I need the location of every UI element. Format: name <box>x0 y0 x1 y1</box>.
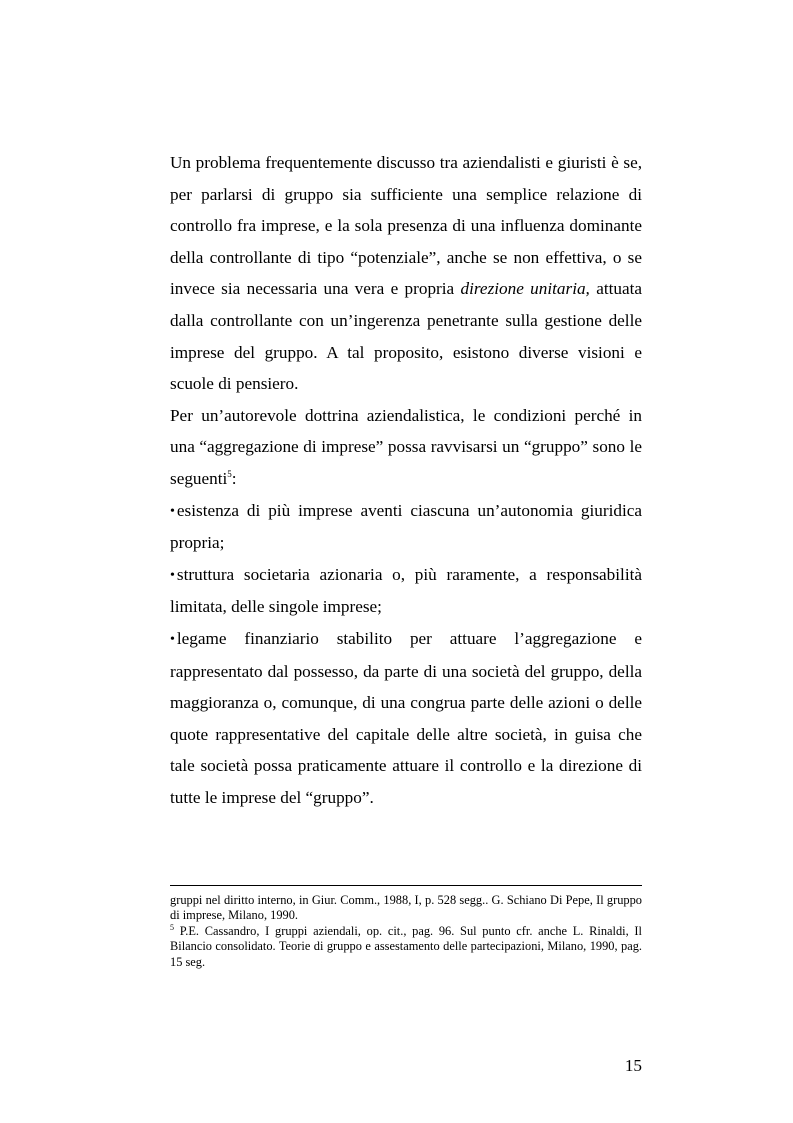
paragraph-1-text: Un problema frequentemente discusso tra aziendalisti e giuristi è se, per parlarsi di gruppo sia sufficiente una semplice relazione di controllo fra imprese, e la sola presenza di una influenza dominante della controllante di tipo “potenziale”, anche se non effettiva, o se invece sia necessaria una vera e propria <box>170 153 642 299</box>
bullet-icon: • <box>170 631 175 647</box>
page-number: 15 <box>624 1056 642 1075</box>
footnote-5-text: P.E. Cassandro, I gruppi aziendali, op. cit., pag. 96. Sul punto cfr. anche L. Rinaldi, Il Bilancio consolidato. Teorie di gruppo e assestamento delle partecipazioni, Milano, 1990, pag. 15 seg. <box>170 923 642 969</box>
bullet-item-2 <box>170 559 642 623</box>
bullet-item-1 <box>170 495 642 559</box>
footnote-5-mark: 5 <box>170 922 174 932</box>
paragraph-1-emphasis: direzione unitaria, <box>460 279 590 299</box>
bullet-item-3 <box>170 623 642 814</box>
paragraph-2-colon: : <box>231 468 237 488</box>
footnotes <box>170 893 642 970</box>
bullet-item-text: esistenza di più imprese aventi ciascuna un’autonomia giuridica propria; <box>170 500 642 553</box>
bullet-item-text: legame finanziario stabilito per attuare l’aggregazione e rappresentato dal possesso, da parte di una società del gruppo, della maggioranza o, comunque, di una congrua parte delle azioni o delle quote rappresentative del capitale delle altre società, in guisa che tale società possa praticamente attuare il controllo e la direzione di tutte le imprese del “gruppo”. <box>170 628 642 807</box>
bullet-item-text: struttura societaria azionaria o, più raramente, a responsabilità limitata, delle singole imprese; <box>170 564 642 617</box>
bullet-icon: • <box>170 503 175 519</box>
paragraph-1-text-after: attuata dalla controllante con un’ingerenza penetrante sulla gestione delle imprese del gruppo. A tal proposito, esistono diverse visioni e scuole di pensiero. <box>170 279 642 394</box>
paragraph-2-text: Per un’autorevole dottrina aziendalistica, le condizioni perché in una “aggregazione di imprese” possa ravvisarsi un “gruppo” sono le seguenti <box>170 405 642 488</box>
footnote-ref-5: 5 <box>227 468 232 479</box>
paragraph-2 <box>170 400 642 495</box>
bullet-icon: • <box>170 567 175 583</box>
main-text <box>170 147 642 813</box>
footnote-divider <box>170 885 642 886</box>
footnote-continuation: gruppi nel diritto interno, in Giur. Comm., 1988, I, p. 528 segg.. G. Schiano Di Pepe, Il gruppo di imprese, Milano, 1990. <box>170 893 642 923</box>
footnote-5 <box>170 924 642 970</box>
paragraph-1 <box>170 147 642 400</box>
